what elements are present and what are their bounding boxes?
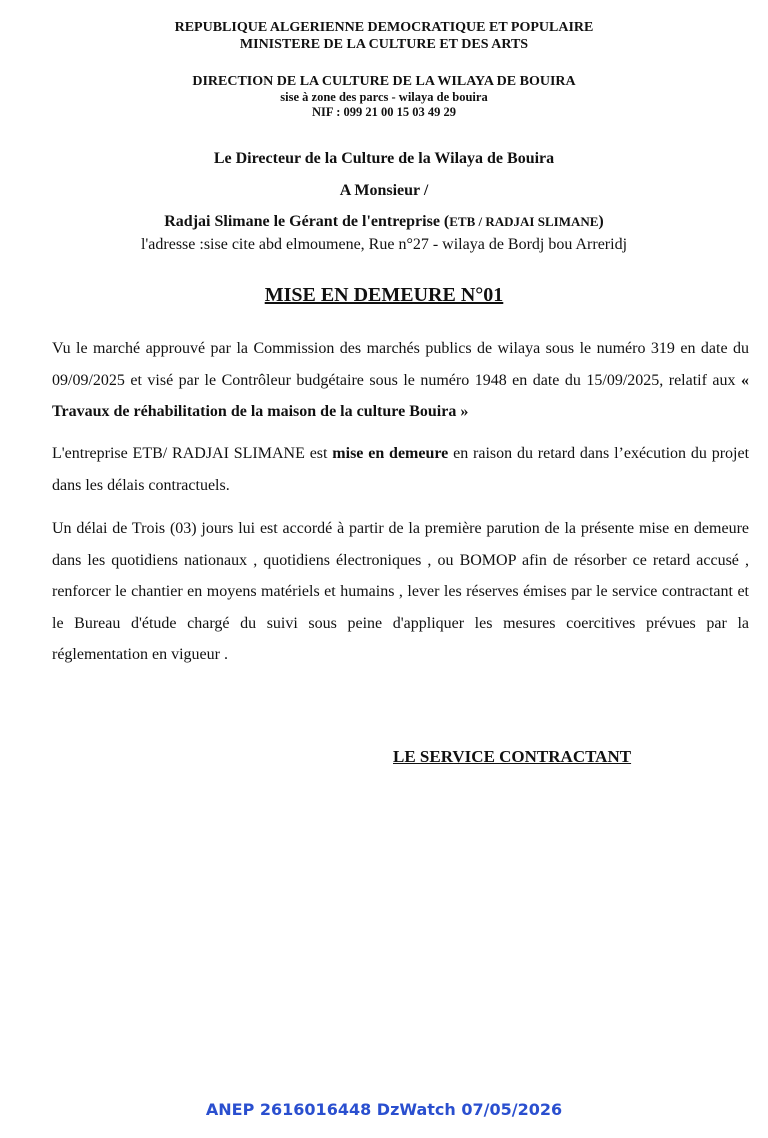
recipient-close: ) xyxy=(598,213,604,230)
paragraph-1-project: « Travaux de réhabilitation de la maison de la culture Bouira » xyxy=(52,371,749,420)
paragraph-2-end: en raison du retard dans l’exécution du projet dans les délais contractuels. xyxy=(52,445,750,494)
recipient-line xyxy=(0,213,768,231)
paragraph-3: Un délai de Trois (03) jours lui est accordé à partir de la première parution de la présente mise en demeure dans les quotidiens nationaux , quotidiens électroniques , ou BOMOP afin de résorber ce retard accusé , renforcer le chantier en moyens matériels et humains , lever les réserves émises par le service contractant et le Bureau d'étude chargé du suivi sous peine d'appliquer les mesures coercitives prévues par la réglementation en vigueur . xyxy=(52,520,749,663)
direction-name: DIRECTION DE LA CULTURE DE LA WILAYA DE BOUIRA xyxy=(192,74,576,89)
signature-block: LE SERVICE CONTRACTANT xyxy=(393,747,632,766)
sender-line: Le Directeur de la Culture de la Wilaya de Bouira xyxy=(213,150,555,167)
header-line1: REPUBLIQUE ALGERIENNE DEMOCRATIQUE ET POPULAIRE xyxy=(174,20,594,35)
header-direction xyxy=(0,73,768,120)
paragraph-1 xyxy=(52,333,749,428)
footer-reference: ANEP 2616016448 DzWatch 07/05/2026 xyxy=(205,1100,563,1119)
paragraph-1-text: Vu le marché approuvé par la Commission des marchés publics de wilaya sous le numéro 319 en date du 09/09/2025 et visé par le Contrôleur budgétaire sous le numéro 1948 en date du 15/09/2025, relatif aux xyxy=(52,340,749,389)
paragraph-2-bold: mise en demeure xyxy=(332,445,449,462)
recipient-company: ETB / RADJAI SLIMANE xyxy=(449,214,599,229)
header-republic xyxy=(0,19,768,53)
paragraph-2 xyxy=(52,438,749,501)
header-line2: MINISTERE DE LA CULTURE ET DES ARTS xyxy=(239,37,529,52)
recipient-address: l'adresse :sise cite abd elmoumene, Rue n°27 - wilaya de Bordj bou Arreridj xyxy=(140,236,628,253)
salutation: A Monsieur / xyxy=(339,182,429,199)
recipient-name: Radjai Slimane le Gérant de l'entreprise ( xyxy=(164,213,450,230)
direction-address: sise à zone des parcs - wilaya de bouira xyxy=(280,90,488,104)
paragraph-2-start: L'entreprise ETB/ RADJAI SLIMANE est xyxy=(52,445,333,462)
direction-nif: NIF : 099 21 00 15 03 49 29 xyxy=(312,105,456,119)
document-title: MISE EN DEMEURE N°01 xyxy=(264,284,504,306)
